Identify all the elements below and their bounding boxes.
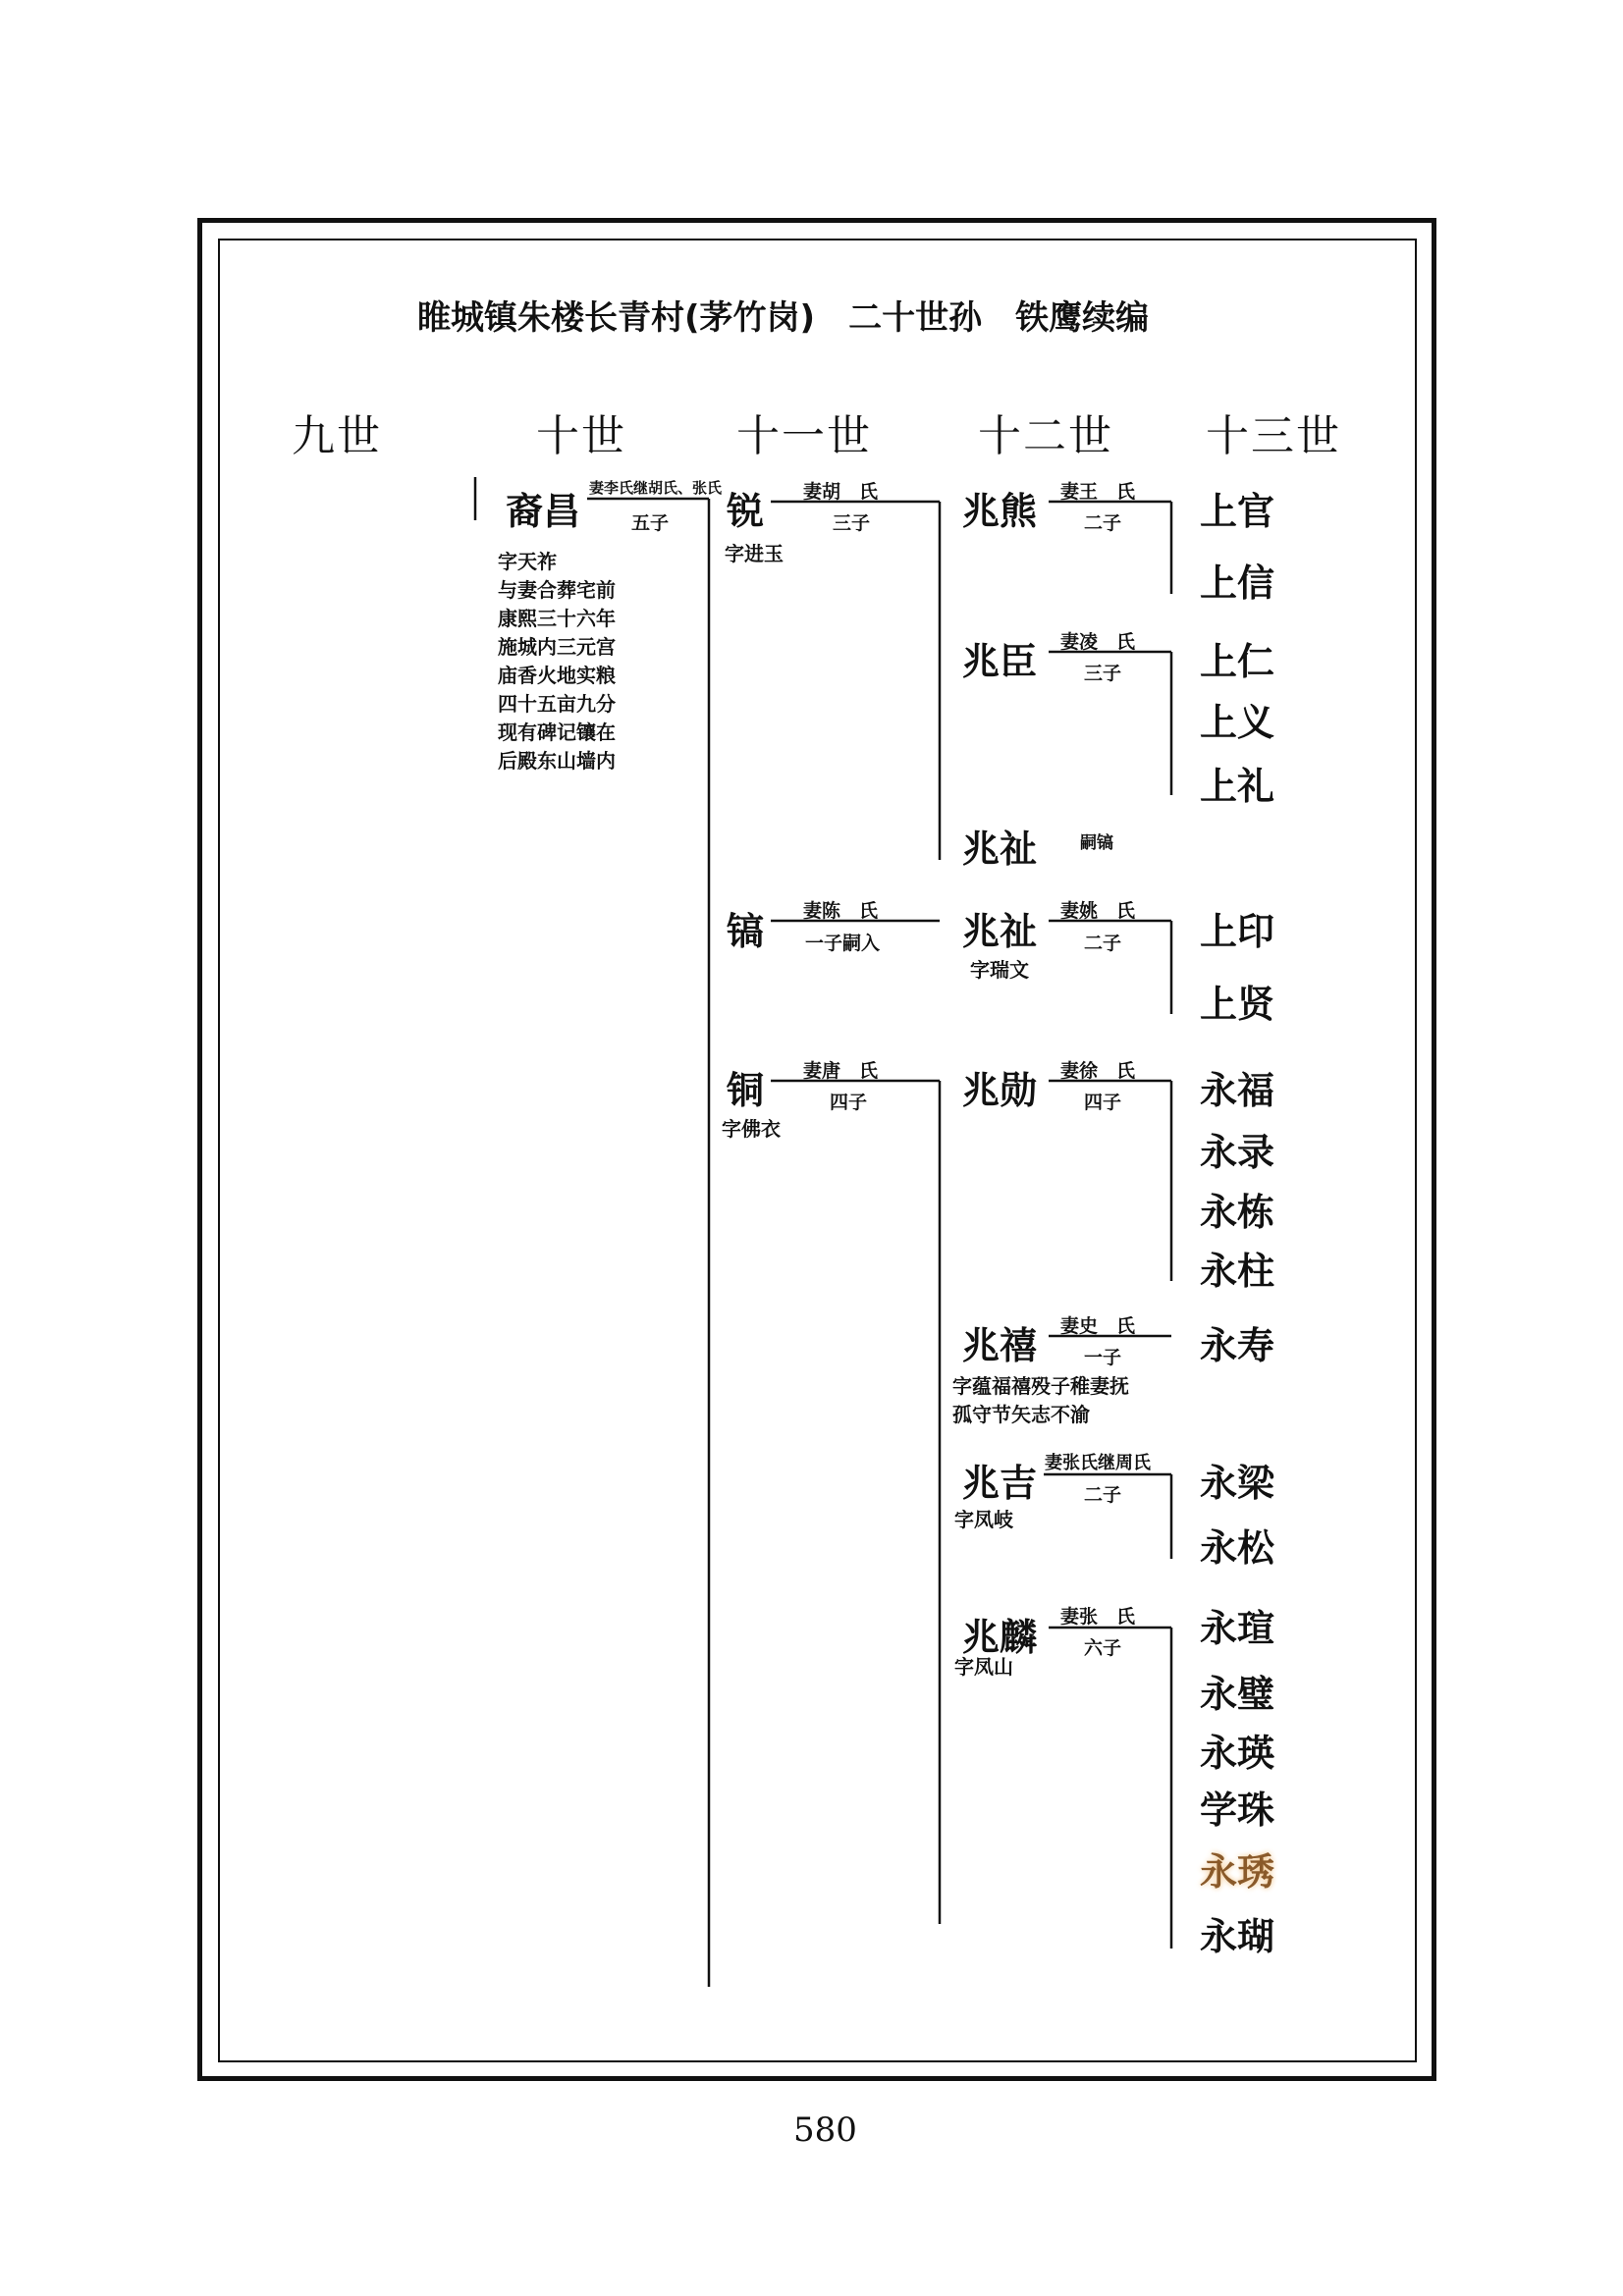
g13-person-name: 上仁 <box>1200 640 1275 683</box>
g11-wife: 妻胡 氏 <box>803 481 879 503</box>
g13-person-name: 永琇 <box>1200 1850 1275 1894</box>
g12-note: 字凤山 <box>954 1655 1013 1679</box>
g12-person-name: 兆吉 <box>962 1462 1038 1505</box>
g12-wife: 妻凌 氏 <box>1060 631 1136 653</box>
g12-wife: 妻姚 氏 <box>1060 900 1136 922</box>
generation-9-header: 九世 <box>292 411 382 461</box>
g10-wife: 妻李氏继胡氏、张氏 <box>589 479 723 497</box>
g13-person-name: 永梁 <box>1200 1462 1275 1505</box>
g12-wife: 妻徐 氏 <box>1060 1060 1136 1082</box>
g12-sons: 二子 <box>1084 1484 1122 1506</box>
g13-person-name: 上印 <box>1200 910 1275 953</box>
g12-note: 字瑞文 <box>970 958 1029 982</box>
g13-person-name: 永瑚 <box>1200 1915 1275 1958</box>
g12-sons: 三子 <box>1084 663 1122 684</box>
g12-wife: 妻张 氏 <box>1060 1606 1136 1628</box>
g12-person-name: 兆祉 <box>962 828 1038 871</box>
g13-person-name: 学珠 <box>1200 1789 1275 1832</box>
g12-wife: 妻王 氏 <box>1060 481 1136 503</box>
g12-person-name: 兆臣 <box>962 640 1038 683</box>
g13-person-name: 永瑛 <box>1200 1732 1275 1775</box>
g11-wife: 妻唐 氏 <box>803 1060 879 1082</box>
g11-person-name: 铜 <box>727 1069 765 1112</box>
g12-wife: 妻张氏继周氏 <box>1045 1453 1151 1473</box>
g13-person-name: 上义 <box>1200 701 1275 744</box>
g12-sons: 四子 <box>1084 1092 1122 1113</box>
g12-wife: 妻史 氏 <box>1060 1315 1136 1337</box>
g10-note: 字天祚 与妻合葬宅前 康熙三十六年 施城内三元宫 庙香火地实粮 四十五亩九分 现有碑记镶在 后殿东山墙内 <box>498 550 616 773</box>
g12-person-name: 兆麟 <box>962 1616 1038 1659</box>
g13-person-name: 永寿 <box>1200 1324 1275 1367</box>
g12-note: 字凤岐 <box>954 1508 1013 1531</box>
g13-person-name: 上礼 <box>1200 765 1275 808</box>
g12-adoption-note: 嗣镐 <box>1080 833 1113 853</box>
g12-person-name: 兆熊 <box>962 490 1038 533</box>
g12-sons: 二子 <box>1084 933 1122 954</box>
g13-person-name: 永福 <box>1200 1069 1275 1112</box>
generation-11-header: 十一世 <box>736 411 872 461</box>
g12-sons: 二子 <box>1084 512 1122 534</box>
page-number: 580 <box>793 2110 857 2150</box>
g12-sons: 六子 <box>1084 1637 1122 1659</box>
g11-person-name: 镐 <box>727 910 765 953</box>
g13-person-name: 永柱 <box>1200 1250 1275 1293</box>
g13-person-name: 永栋 <box>1200 1191 1275 1234</box>
g11-wife: 妻陈 氏 <box>803 900 879 922</box>
g11-sons: 四子 <box>830 1092 868 1113</box>
g12-sons: 一子 <box>1084 1347 1122 1368</box>
g13-person-name: 上官 <box>1200 490 1275 533</box>
g11-note: 字进玉 <box>725 542 784 565</box>
g12-person-name: 兆祉 <box>962 910 1038 953</box>
generation-12-header: 十二世 <box>978 411 1113 461</box>
g13-person-name: 上贤 <box>1200 983 1275 1026</box>
g13-person-name: 永璧 <box>1200 1673 1275 1716</box>
g11-sons: 一子嗣入 <box>805 933 881 954</box>
g12-person-name: 兆勋 <box>962 1069 1038 1112</box>
g13-person-name: 永松 <box>1200 1526 1275 1570</box>
g10-person-name: 裔昌 <box>506 490 581 533</box>
g11-person-name: 锐 <box>727 490 765 533</box>
g12-note: 字蕴福禧殁子稚妻抚 孤守节矢志不渝 <box>952 1374 1129 1426</box>
page-title: 睢城镇朱楼长青村(茅竹岗) 二十世孙 铁鹰续编 <box>417 298 1150 338</box>
generation-13-header: 十三世 <box>1206 411 1341 461</box>
generation-10-header: 十世 <box>536 411 626 461</box>
g12-person-name: 兆禧 <box>962 1324 1038 1367</box>
g13-person-name: 永录 <box>1200 1131 1275 1174</box>
g11-sons: 三子 <box>833 512 871 534</box>
g13-person-name: 上信 <box>1200 561 1275 605</box>
g11-note: 字佛衣 <box>722 1117 781 1141</box>
g10-sons: 五子 <box>631 512 670 534</box>
g13-person-name: 永瑄 <box>1200 1607 1275 1650</box>
